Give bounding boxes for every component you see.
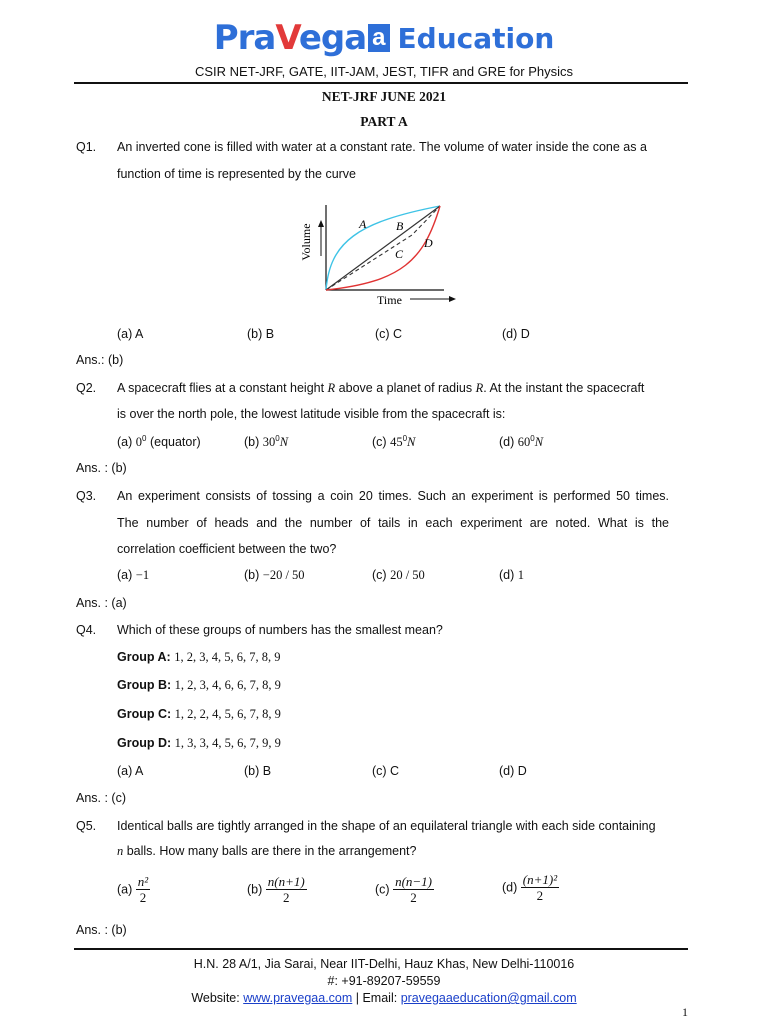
q3-option-a: (a) −1 [117,568,150,582]
brand-name: PraVega [213,18,367,58]
q1-option-a: (a) A [117,327,144,341]
q3-option-c: (c) 20 / 50 [372,568,425,582]
q1-option-c: (c) C [375,327,403,341]
q4-group-c: Group C: 1, 2, 2, 4, 5, 6, 7, 8, 9 [117,707,281,721]
brand-box-letter: a [368,24,389,52]
q2-number: Q2. [76,381,97,395]
q4-option-c: (c) C [372,764,400,778]
q1-option-d: (d) D [502,327,530,341]
footer-phone: #: +91-89207-59559 [327,974,441,988]
q3-text-line2: The number of heads and the number of tails in each experiment are noted. What is the [117,516,669,530]
q5-option-b: (b) $\frac{n(n+1)}{2}$ [247,874,305,905]
tagline: CSIR NET-JRF, GATE, IIT-JAM, JEST, TIFR and GRE for Physics [194,64,574,79]
x-axis-label: Time [377,293,402,307]
label-b: B [396,219,404,233]
q1-option-b: (b) B [247,327,275,341]
q4-option-d: (d) D [499,764,527,778]
q2-option-b: (b) $30^0N$ [244,434,289,450]
q5-number: Q5. [76,819,97,833]
q4-answer: Ans. : (c) [76,791,127,805]
q3-option-b: (b) −20 / 50 [244,568,305,582]
q2-answer: Ans. : (b) [76,461,127,475]
q5-option-d: (d) $\frac{\text{(n+1)²}}{2}$ [502,872,558,903]
label-a: A [359,217,367,231]
label-c: C [395,247,404,261]
q1-text-line2: function of time is represented by the curve [117,167,357,181]
q2-option-a: (a) $0^0$ (equator) [117,434,201,450]
q1-number: Q1. [76,140,97,154]
footer-divider [74,948,688,950]
q5-option-a: (a) $\frac{\text{n²}}{2}$ [117,874,149,905]
q4-number: Q4. [76,623,97,637]
q3-number: Q3. [76,489,97,503]
brand-logo [0,18,768,62]
q3-text-line1: An experiment consists of tossing a coin 20 times. Such an experiment is performed 50 times. [117,489,669,503]
label-d: D [424,236,433,250]
q2-option-c: (c) $45^0N$ [372,434,416,450]
q1-answer: Ans.: (b) [76,353,124,367]
footer-contact: Website: www.pravegaa.com | Email: pravegaaeducation@gmail.com [191,991,577,1005]
y-axis-label: Volume [299,223,313,261]
footer-address: H.N. 28 A/1, Jia Sarai, Near IIT-Delhi, Hauz Khas, New Delhi-110016 [193,957,575,971]
header-divider [74,82,688,84]
exam-title: NET-JRF JUNE 2021 [321,89,447,104]
q3-option-d: (d) 1 [499,568,525,582]
q4-group-b: Group B: 1, 2, 3, 4, 6, 6, 7, 8, 9 [117,678,281,692]
q5-text-line1: Identical balls are tightly arranged in the shape of an equilateral triangle with each side containing [117,819,656,833]
brand-suffix: Education [397,21,555,55]
y-arrow-head [318,220,324,227]
q1-volume-time-graph [292,200,468,312]
q4-option-b: (b) B [244,764,272,778]
q5-text-line2: n balls. How many balls are there in the arrangement? [117,844,417,858]
q2-text-line2: is over the north pole, the lowest latitude visible from the spacecraft is: [117,407,506,421]
q4-group-a: Group A: 1, 2, 3, 4, 5, 6, 7, 8, 9 [117,650,281,664]
q3-answer: Ans. : (a) [76,596,127,610]
exam-part: PART A [360,114,408,129]
q5-option-c: (c) $\frac{n(n-1)}{2}$ [375,874,432,905]
q2-text-line1: A spacecraft flies at a constant height R above a planet of radius R. At the instant the spacecraft [117,381,645,395]
x-arrow-head [449,296,456,302]
q3-text-line3: correlation coefficient between the two? [117,542,337,556]
q2-option-d: (d) $60^0N$ [499,434,544,450]
q4-group-d: Group D: 1, 3, 3, 4, 5, 6, 7, 9, 9 [117,736,281,750]
email-link[interactable]: pravegaaeducation@gmail.com [400,991,577,1005]
q4-option-a: (a) A [117,764,144,778]
page-number: 1 [682,1005,688,1019]
website-link[interactable]: www.pravegaa.com [243,991,353,1005]
q5-answer: Ans. : (b) [76,923,127,937]
q4-text-line1: Which of these groups of numbers has the smallest mean? [117,623,443,637]
q1-text-line1: An inverted cone is filled with water at a constant rate. The volume of water inside the cone as a [117,140,647,154]
